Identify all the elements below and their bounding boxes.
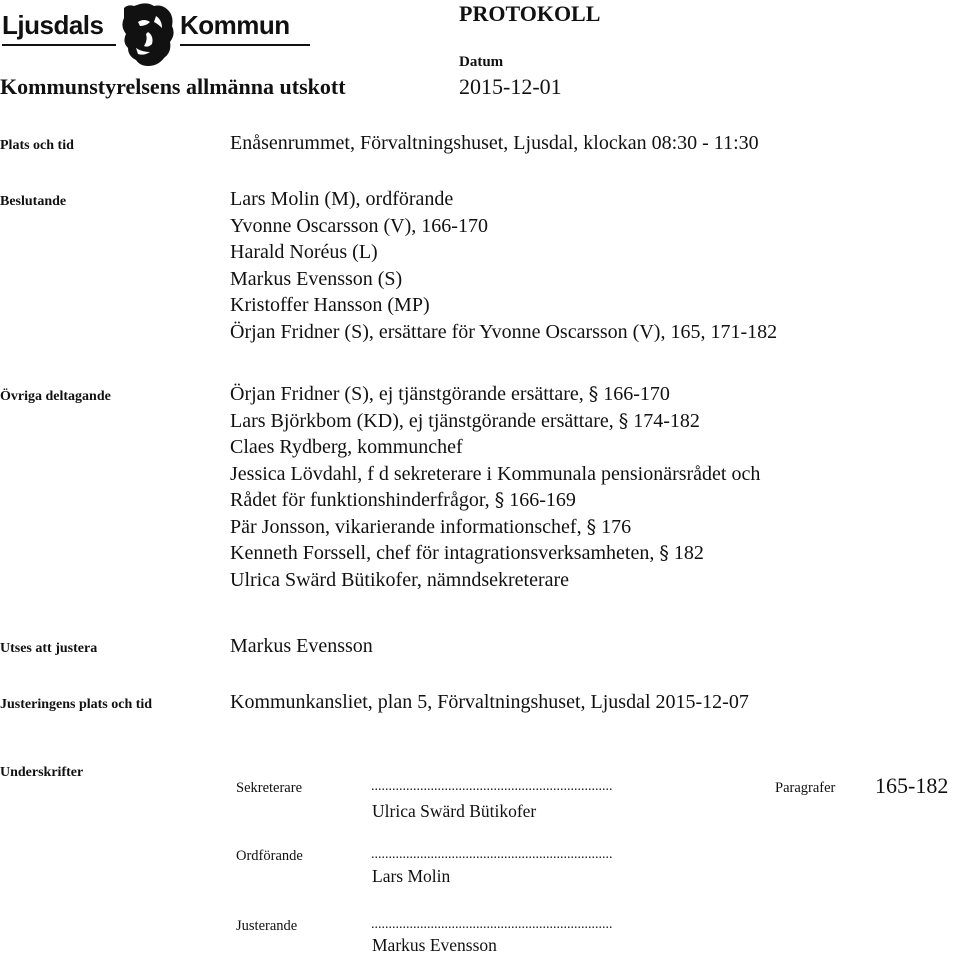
signature-line: ..................................................................... bbox=[371, 779, 613, 794]
lion-emblem-icon bbox=[118, 2, 178, 68]
beslutande-item: Lars Molin (M), ordförande bbox=[230, 188, 454, 210]
signature-line: ..................................................................... bbox=[371, 917, 613, 932]
ovriga-item-text: Örjan Fridner (S), ej tjänstgörande ersättare, bbox=[230, 383, 584, 405]
label-plats-och-tid: Plats och tid bbox=[0, 138, 74, 153]
ovriga-item bbox=[230, 408, 760, 435]
committee-name: Kommunstyrelsens allmänna utskott bbox=[0, 74, 346, 99]
paragraph-symbol: § bbox=[494, 489, 505, 511]
date-value: 2015-12-01 bbox=[459, 74, 562, 99]
ovriga-item-text: Claes Rydberg, kommunchef bbox=[230, 436, 463, 458]
paragraph-symbol: § bbox=[588, 383, 599, 405]
ovriga-item-paragraphs: 176 bbox=[601, 515, 632, 538]
document-title: PROTOKOLL bbox=[459, 1, 601, 26]
paragraf-value: 165-182 bbox=[875, 773, 949, 798]
signature-name: Lars Molin bbox=[372, 866, 451, 886]
label-utses-att-justera: Utses att justera bbox=[0, 641, 98, 656]
logo-text-left: Ljusdals bbox=[2, 10, 104, 40]
beslutande-item: Örjan Fridner (S), ersättare för Yvonne Oscarsson (V), 165, 171-182 bbox=[230, 320, 778, 343]
signature-line: ..................................................................... bbox=[371, 847, 613, 862]
value-plats-och-tid: Enåsenrummet, Förvaltningshuset, Ljusdal, klockan 08:30 - 11:30 bbox=[230, 132, 759, 154]
logo-underline-right bbox=[180, 44, 310, 46]
beslutande-item: Harald Noréus (L) bbox=[230, 241, 378, 263]
value-utses-att-justera: Markus Evensson bbox=[230, 635, 373, 657]
label-ovriga-deltagande: Övriga deltagande bbox=[0, 389, 111, 404]
ovriga-item-paragraphs: 182 bbox=[673, 542, 704, 564]
label-beslutande: Beslutande bbox=[0, 194, 67, 209]
ovriga-item-text: Pär Jonsson, vikarierande informationschef, bbox=[230, 515, 582, 538]
date-label: Datum bbox=[459, 54, 504, 70]
ovriga-item bbox=[230, 514, 760, 541]
paragraph-symbol: § bbox=[659, 542, 669, 564]
ovriga-item-paragraphs: 166-169 bbox=[509, 489, 576, 511]
ovriga-item-paragraphs: 166-170 bbox=[603, 383, 670, 405]
ovriga-item-text: Kenneth Forssell, chef för intagrationsverksamheten, bbox=[230, 542, 655, 564]
ovriga-item bbox=[230, 381, 760, 408]
ovriga-item-paragraphs: 174-182 bbox=[633, 409, 700, 432]
ovriga-item bbox=[230, 540, 760, 567]
beslutande-item: Markus Evensson (S) bbox=[230, 267, 403, 290]
ovriga-list bbox=[230, 381, 760, 593]
beslutande-item: Kristoffer Hansson (MP) bbox=[230, 294, 430, 316]
paragraph-symbol: § bbox=[618, 409, 629, 432]
beslutande-item: Yvonne Oscarsson (V), 166-170 bbox=[230, 214, 488, 237]
ovriga-item bbox=[230, 434, 760, 461]
ovriga-item-text: Jessica Lövdahl, f d sekreterare i Kommunala pensionärsrådet och bbox=[230, 462, 761, 485]
ovriga-item bbox=[230, 487, 760, 514]
ovriga-item bbox=[230, 461, 760, 488]
signature-name: Markus Evensson bbox=[372, 935, 497, 955]
label-justeringens-plats: Justeringens plats och tid bbox=[0, 697, 153, 712]
paragraph-symbol: § bbox=[586, 515, 597, 538]
ovriga-item-text: Lars Björkbom (KD), ej tjänstgörande ersättare, bbox=[230, 409, 614, 432]
value-justeringens-plats: Kommunkansliet, plan 5, Förvaltningshuset, Ljusdal 2015-12-07 bbox=[230, 691, 749, 713]
ovriga-item-text: Rådet för funktionshinderfrågor, bbox=[230, 489, 490, 511]
signature-name: Ulrica Swärd Bütikofer bbox=[372, 801, 537, 821]
beslutande-list bbox=[230, 186, 777, 345]
signature-role: Ordförande bbox=[236, 848, 303, 864]
ovriga-item-text: Ulrica Swärd Bütikofer, nämndsekreterare bbox=[230, 568, 570, 591]
paragraf-label: Paragrafer bbox=[775, 780, 836, 796]
logo-underline-left bbox=[2, 44, 116, 46]
municipality-logo bbox=[0, 0, 320, 72]
signature-role: Justerande bbox=[236, 918, 298, 934]
signature-role: Sekreterare bbox=[236, 780, 303, 796]
label-underskrifter: Underskrifter bbox=[0, 765, 84, 780]
ovriga-item bbox=[230, 567, 760, 594]
logo-text-right: Kommun bbox=[180, 10, 290, 40]
